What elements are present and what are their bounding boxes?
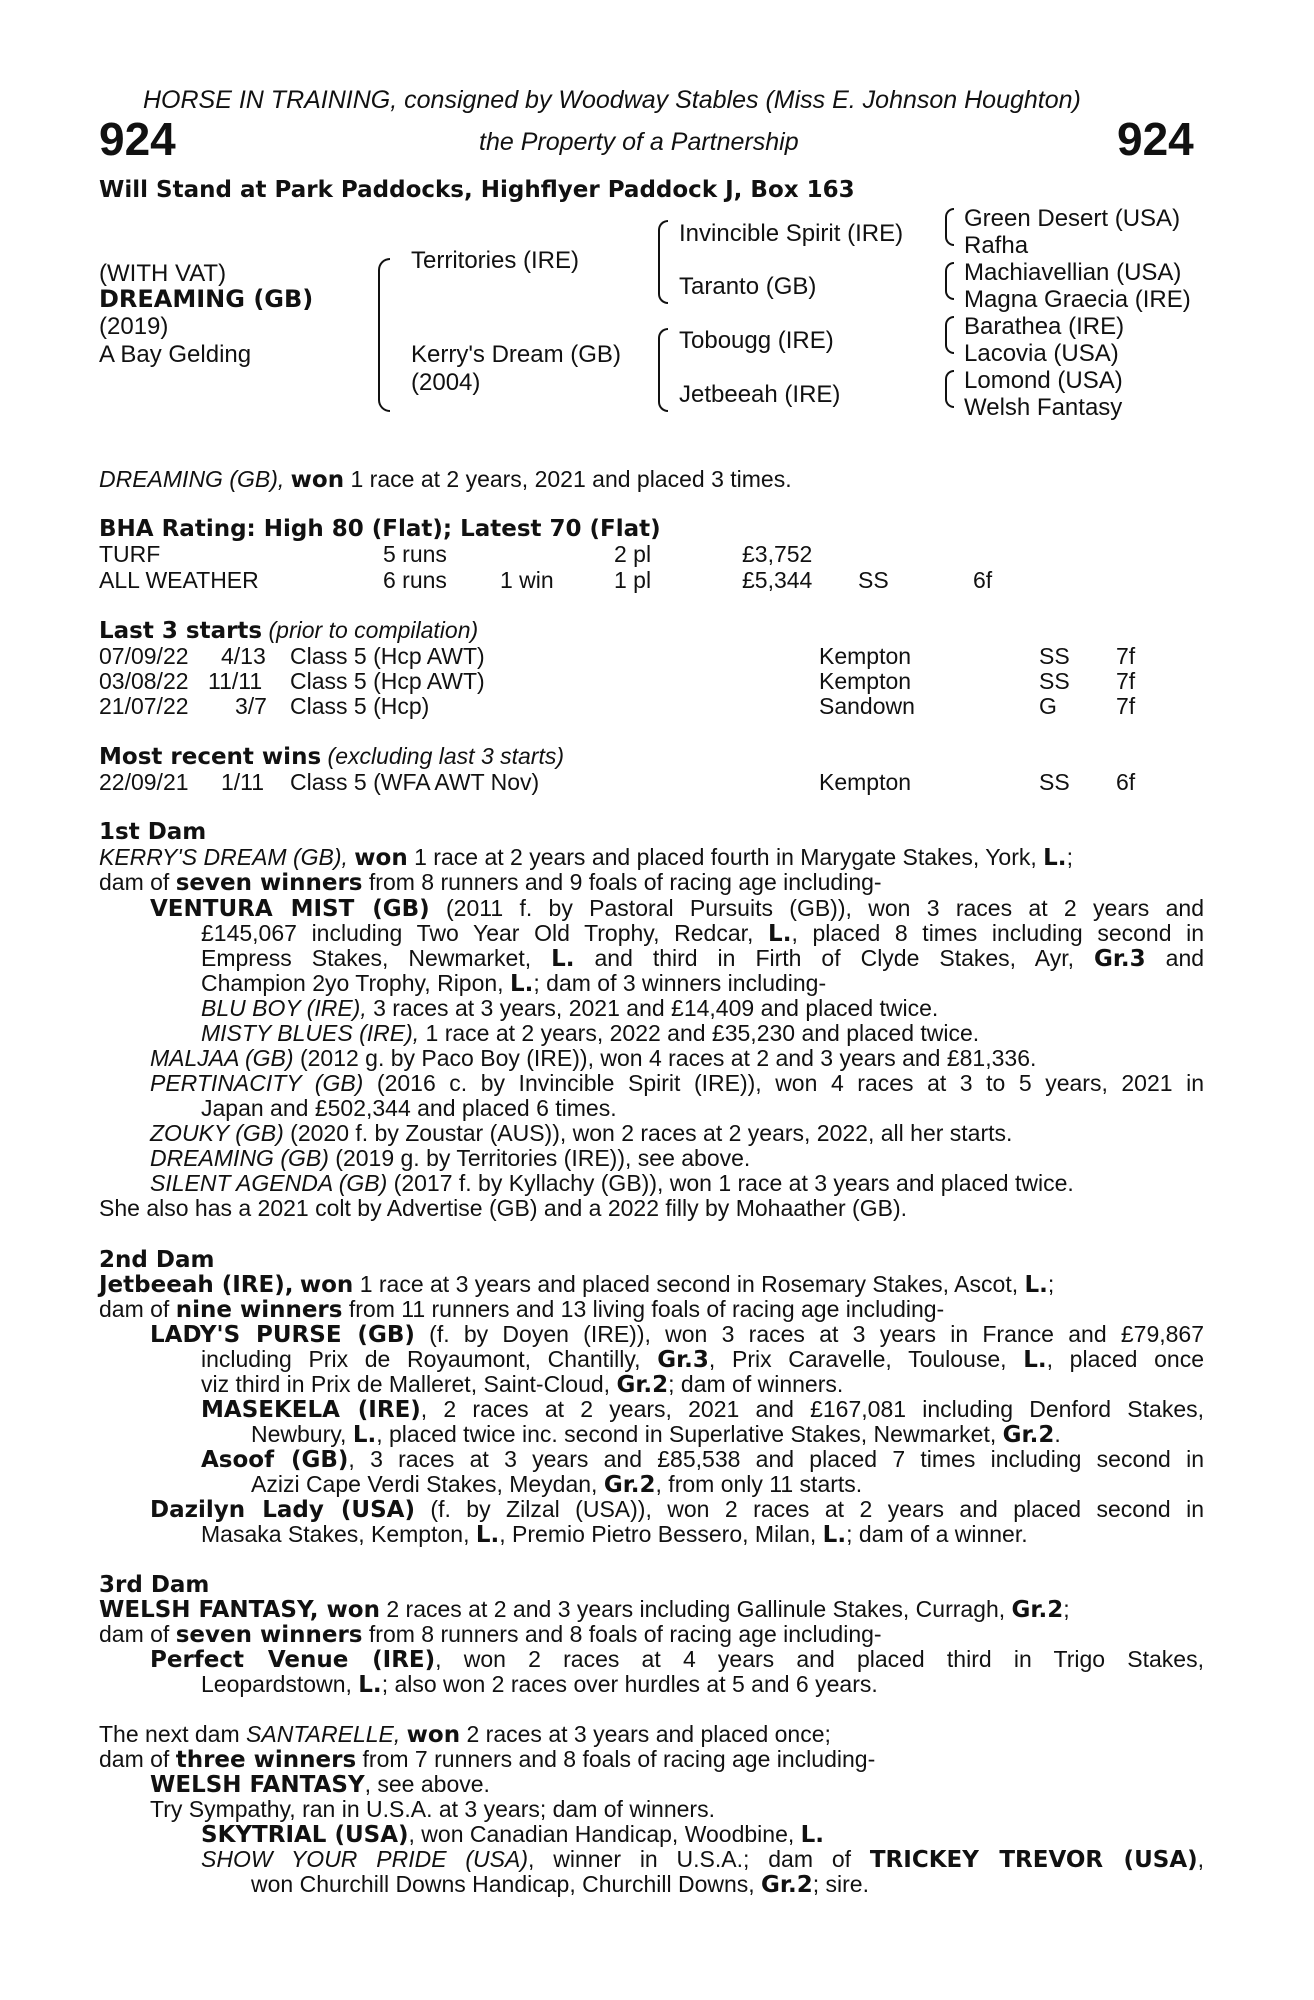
start-position: 11/11 [208, 668, 263, 694]
sire-dam-dam: Magna Graecia (IRE) [964, 286, 1191, 313]
win-distance: 6f [1116, 769, 1136, 795]
produce-line: SHOW YOUR PRIDE (USA), winner in U.S.A.; dam of TRICKEY TREVOR (USA), [201, 1846, 1205, 1873]
horse-year: (2019) [99, 313, 169, 340]
brace-sd [945, 262, 954, 300]
start-date: 03/08/22 [99, 668, 189, 694]
start-going: SS [1039, 643, 1070, 669]
start-race: Class 5 (Hcp AWT) [290, 668, 485, 694]
start-distance: 7f [1116, 668, 1136, 694]
rating-surface: TURF [99, 541, 161, 567]
win-race: Class 5 (WFA AWT Nov) [290, 769, 540, 795]
sire-dam: Taranto (GB) [679, 273, 817, 300]
race-summary: DREAMING (GB), won 1 race at 2 years, 2021 and placed 3 times. [99, 466, 792, 493]
rating-prize: £5,344 [742, 567, 813, 593]
start-course: Kempton [819, 668, 912, 694]
produce-line: Leopardstown, L.; also won 2 races over hurdles at 5 and 6 years. [201, 1671, 878, 1698]
rating-distance: 6f [973, 567, 993, 593]
produce-line: LADY'S PURSE (GB) (f. by Doyen (IRE)), won 3 races at 3 years in France and £79,867 [150, 1321, 1205, 1348]
start-date: 07/09/22 [99, 643, 189, 669]
dam-line: dam of nine winners from 11 runners and 13 living foals of racing age including- [99, 1296, 945, 1323]
dam-dam-sire: Lomond (USA) [964, 367, 1123, 394]
section-title: 3rd Dam [99, 1572, 210, 1598]
win-course: Kempton [819, 769, 912, 795]
produce-line: £145,067 including Two Year Old Trophy, Redcar, L., placed 8 times including second in [201, 920, 1205, 947]
win-date: 22/09/21 [99, 769, 189, 795]
sire-sire-dam: Rafha [964, 232, 1029, 259]
produce-line: won Churchill Downs Handicap, Churchill Downs, Gr.2; sire. [251, 1871, 869, 1898]
consignor-line: HORSE IN TRAINING, consigned by Woodway Stables (Miss E. Johnson Houghton) [143, 86, 1081, 114]
dam: Kerry's Dream (GB) [411, 341, 621, 368]
start-course: Sandown [819, 693, 915, 719]
rating-going: SS [858, 567, 889, 593]
dam-sire-sire: Barathea (IRE) [964, 313, 1125, 340]
start-position: 4/13 [221, 643, 266, 669]
produce-line: WELSH FANTASY, see above. [150, 1771, 490, 1798]
start-distance: 7f [1116, 643, 1136, 669]
start-date: 21/07/22 [99, 693, 189, 719]
recent-wins-title: Most recent wins (excluding last 3 starts) [99, 743, 565, 770]
sire-brace [658, 220, 668, 304]
produce-line: Asoof (GB), 3 races at 3 years and £85,538 and placed 7 times including second in [201, 1446, 1204, 1473]
dam-line: dam of seven winners from 8 runners and 8 foals of racing age including- [99, 1621, 882, 1648]
dam-line: dam of three winners from 7 runners and 8 foals of racing age including- [99, 1746, 876, 1773]
dam-dam: Jetbeeah (IRE) [679, 381, 841, 408]
produce-line: including Prix de Royaumont, Chantilly, Gr.3, Prix Caravelle, Toulouse, L., placed once [201, 1346, 1204, 1373]
lot-number-right: 924 [1117, 113, 1194, 165]
rating-places: 2 pl [614, 541, 652, 567]
produce-line: Empress Stakes, Newmarket, L. and third in Firth of Clyde Stakes, Ayr, Gr.3 and [201, 945, 1205, 972]
produce-line: VENTURA MIST (GB) (2011 f. by Pastoral Pursuits (GB)), won 3 races at 2 years and [150, 895, 1204, 922]
sire-sire: Invincible Spirit (IRE) [679, 220, 904, 247]
produce-line: MASEKELA (IRE), 2 races at 2 years, 2021 and £167,081 including Denford Stakes, [201, 1396, 1205, 1423]
rating-prize: £3,752 [742, 541, 813, 567]
produce-line: Dazilyn Lady (USA) (f. by Zilzal (USA)), won 2 races at 2 years and placed second in [150, 1496, 1204, 1523]
dam-line: The next dam SANTARELLE, won 2 races at 3 years and placed once; [99, 1721, 831, 1748]
produce-line: Champion 2yo Trophy, Ripon, L.; dam of 3 winners including- [201, 970, 827, 997]
produce-line: Perfect Venue (IRE), won 2 races at 4 years and placed third in Trigo Stakes, [150, 1646, 1204, 1673]
produce-line: Azizi Cape Verdi Stakes, Meydan, Gr.2, from only 11 starts. [251, 1471, 863, 1498]
win-going: SS [1039, 769, 1070, 795]
start-course: Kempton [819, 643, 912, 669]
dam-year: (2004) [411, 369, 481, 396]
brace-ds [945, 316, 954, 354]
brace-dd [945, 370, 954, 408]
produce-line: PERTINACITY (GB) (2016 c. by Invincible Spirit (IRE)), won 4 races at 3 to 5 years, 2021 in [150, 1070, 1205, 1096]
produce-line: Try Sympathy, ran in U.S.A. at 3 years; dam of winners. [150, 1796, 715, 1822]
bha-rating: BHA Rating: High 80 (Flat); Latest 70 (Flat) [99, 516, 661, 542]
dam-dam-dam: Welsh Fantasy [964, 394, 1123, 421]
start-race: Class 5 (Hcp AWT) [290, 643, 485, 669]
rating-wins: 1 win [500, 567, 554, 593]
produce-line: DREAMING (GB) (2019 g. by Territories (IRE)), see above. [150, 1145, 751, 1171]
start-race: Class 5 (Hcp) [290, 693, 430, 719]
brace-ss [945, 208, 954, 246]
dam-sire: Tobougg (IRE) [679, 327, 834, 354]
dam-brace [658, 328, 668, 412]
rating-runs: 6 runs [383, 567, 447, 593]
section-title: 2nd Dam [99, 1247, 215, 1273]
dam-line: dam of seven winners from 8 runners and 9 foals of racing age including- [99, 869, 882, 896]
produce-line: MALJAA (GB) (2012 g. by Paco Boy (IRE)), won 4 races at 2 and 3 years and £81,336. [150, 1045, 1037, 1071]
sire-dam-sire: Machiavellian (USA) [964, 259, 1182, 286]
start-going: G [1039, 693, 1057, 719]
lot-number-left: 924 [99, 113, 176, 165]
pedigree-brace [378, 258, 390, 412]
produce-line: SILENT AGENDA (GB) (2017 f. by Kyllachy (GB)), won 1 race at 3 years and placed twice. [150, 1170, 1074, 1196]
rating-runs: 5 runs [383, 541, 447, 567]
produce-line: MISTY BLUES (IRE), 1 race at 2 years, 2022 and £35,230 and placed twice. [201, 1020, 980, 1046]
rating-places: 1 pl [614, 567, 652, 593]
sire: Territories (IRE) [411, 247, 580, 274]
win-position: 1/11 [221, 769, 265, 795]
dam-line: WELSH FANTASY, won 2 races at 2 and 3 years including Gallinule Stakes, Curragh, Gr.2; [99, 1596, 1070, 1623]
vat-note: (WITH VAT) [99, 260, 227, 287]
produce-line: Japan and £502,344 and placed 6 times. [201, 1095, 617, 1121]
dam-line: Jetbeeah (IRE), won 1 race at 3 years and placed second in Rosemary Stakes, Ascot, L.; [99, 1271, 1055, 1298]
rating-surface: ALL WEATHER [99, 567, 259, 593]
dam-line: KERRY'S DREAM (GB), won 1 race at 2 years and placed fourth in Marygate Stakes, York, L.; [99, 844, 1073, 871]
start-position: 3/7 [235, 693, 267, 719]
dam-sire-dam: Lacovia (USA) [964, 340, 1119, 367]
last-starts-title: Last 3 starts (prior to compilation) [99, 617, 479, 644]
produce-line: SKYTRIAL (USA), won Canadian Handicap, Woodbine, L. [201, 1821, 825, 1848]
property-line: the Property of a Partnership [479, 128, 799, 156]
produce-line: BLU BOY (IRE), 3 races at 3 years, 2021 and £14,409 and placed twice. [201, 995, 939, 1021]
stand-location: Will Stand at Park Paddocks, Highflyer Paddock J, Box 163 [99, 177, 855, 203]
produce-line: She also has a 2021 colt by Advertise (GB) and a 2022 filly by Mohaather (GB). [99, 1195, 907, 1221]
section-title: 1st Dam [99, 819, 207, 845]
start-going: SS [1039, 668, 1070, 694]
produce-line: Masaka Stakes, Kempton, L., Premio Pietro Bessero, Milan, L.; dam of a winner. [201, 1521, 1028, 1548]
horse-description: A Bay Gelding [99, 341, 252, 368]
sire-sire-sire: Green Desert (USA) [964, 205, 1181, 232]
produce-line: ZOUKY (GB) (2020 f. by Zoustar (AUS)), won 2 races at 2 years, 2022, all her starts. [150, 1120, 1013, 1146]
start-distance: 7f [1116, 693, 1136, 719]
horse-name: DREAMING (GB) [99, 285, 314, 313]
produce-line: Newbury, L., placed twice inc. second in Superlative Stakes, Newmarket, Gr.2. [251, 1421, 1061, 1448]
produce-line: viz third in Prix de Malleret, Saint-Cloud, Gr.2; dam of winners. [201, 1371, 844, 1398]
